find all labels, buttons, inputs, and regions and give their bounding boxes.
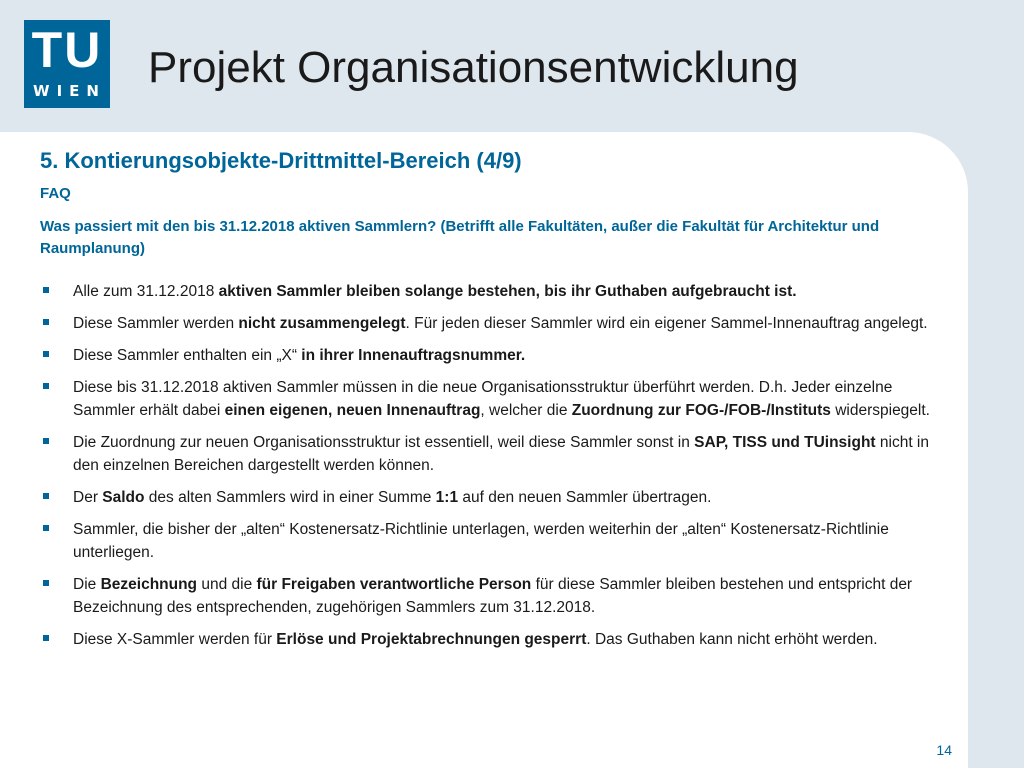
bullet-item xyxy=(40,344,930,367)
bullet-text-bold: Erlöse und Projektabrechnungen gesperrt xyxy=(276,631,587,648)
section-title: 5. Kontierungsobjekte-Drittmittel-Bereich (4/9) xyxy=(40,148,522,173)
bullet-text-bold: Saldo xyxy=(102,489,145,506)
bullet-text-bold: SAP, TISS und TUinsight xyxy=(694,434,876,451)
slide-content xyxy=(0,132,968,768)
bullet-text: des alten Sammlers wird in einer Summe xyxy=(144,489,436,506)
bullet-text: Diese Sammler werden xyxy=(73,315,239,332)
bullet-text: nicht in den einzelnen Bereichen dargestellt werden können. xyxy=(73,434,929,474)
bullet-text-bold: für Freigaben verantwortliche Person xyxy=(256,576,532,593)
bullet-text: Die xyxy=(73,576,101,593)
logo-tu-text: TU xyxy=(31,22,103,78)
bullet-text-bold: Zuordnung zur FOG-/FOB-/Instituts xyxy=(571,402,831,419)
bullet-item xyxy=(40,518,930,564)
bullet-list xyxy=(40,280,930,660)
bullet-text: . Für jeden dieser Sammler wird ein eigener Sammel-Innenauftrag angelegt. xyxy=(405,315,928,332)
bullet-text-bold: aktiven Sammler bleiben solange bestehen, bis ihr Guthaben aufgebraucht ist. xyxy=(218,283,797,300)
bullet-text: Die Zuordnung zur neuen Organisationsstruktur ist essentiell, weil diese Sammler sonst in xyxy=(73,434,695,451)
bullet-text: Der xyxy=(73,489,103,506)
bullet-text-bold: in ihrer Innenauftragsnummer. xyxy=(301,347,526,364)
tu-wien-logo xyxy=(24,20,110,108)
bullet-text: . Das Guthaben kann nicht erhöht werden. xyxy=(586,631,878,648)
bullet-text-bold: Bezeichnung xyxy=(100,576,198,593)
bullet-text: auf den neuen Sammler übertragen. xyxy=(458,489,712,506)
slide-title: Projekt Organisationsentwicklung xyxy=(148,43,799,92)
faq-question: Was passiert mit den bis 31.12.2018 aktiven Sammlern? (Betrifft alle Fakultäten, außer die Fakultät für Architektur und Raumplanung) xyxy=(40,218,880,257)
bullet-text: für diese Sammler bleiben bestehen und entspricht der Bezeichnung des entsprechenden, zugehörigen Sammlers zum 31.12.2018. xyxy=(73,576,913,616)
slide-header xyxy=(0,0,1024,132)
bullet-text: widerspiegelt. xyxy=(830,402,930,419)
bullet-item xyxy=(40,573,930,619)
bullet-text: , welcher die xyxy=(480,402,572,419)
bullet-text: Diese bis 31.12.2018 aktiven Sammler müssen in die neue Organisationsstruktur überführt werden. D.h. Jeder einzelne Sammler erhält dabei xyxy=(73,379,893,419)
bullet-text-bold: nicht zusammengelegt xyxy=(238,315,406,332)
bullet-item xyxy=(40,486,930,509)
bullet-item xyxy=(40,628,930,651)
bullet-text: und die xyxy=(197,576,257,593)
bullet-text-bold: 1:1 xyxy=(435,489,459,506)
bullet-item xyxy=(40,280,930,303)
bullet-text: Sammler, die bisher der „alten“ Kostenersatz-Richtlinie unterlagen, werden weiterhin der „alten“ Kostenersatz-Richtlinie unterliegen. xyxy=(73,521,889,561)
bullet-text-bold: einen eigenen, neuen Innenauftrag xyxy=(224,402,481,419)
bullet-item xyxy=(40,431,930,477)
logo-wien-text: WIEN xyxy=(33,82,106,100)
bullet-text: Diese Sammler enthalten ein „X“ xyxy=(73,347,302,364)
faq-label: FAQ xyxy=(40,185,71,202)
bullet-item xyxy=(40,376,930,422)
page-number: 14 xyxy=(936,742,952,758)
bullet-text: Diese X-Sammler werden für xyxy=(73,631,277,648)
bullet-item xyxy=(40,312,930,335)
bullet-text: Alle zum 31.12.2018 xyxy=(73,283,219,300)
